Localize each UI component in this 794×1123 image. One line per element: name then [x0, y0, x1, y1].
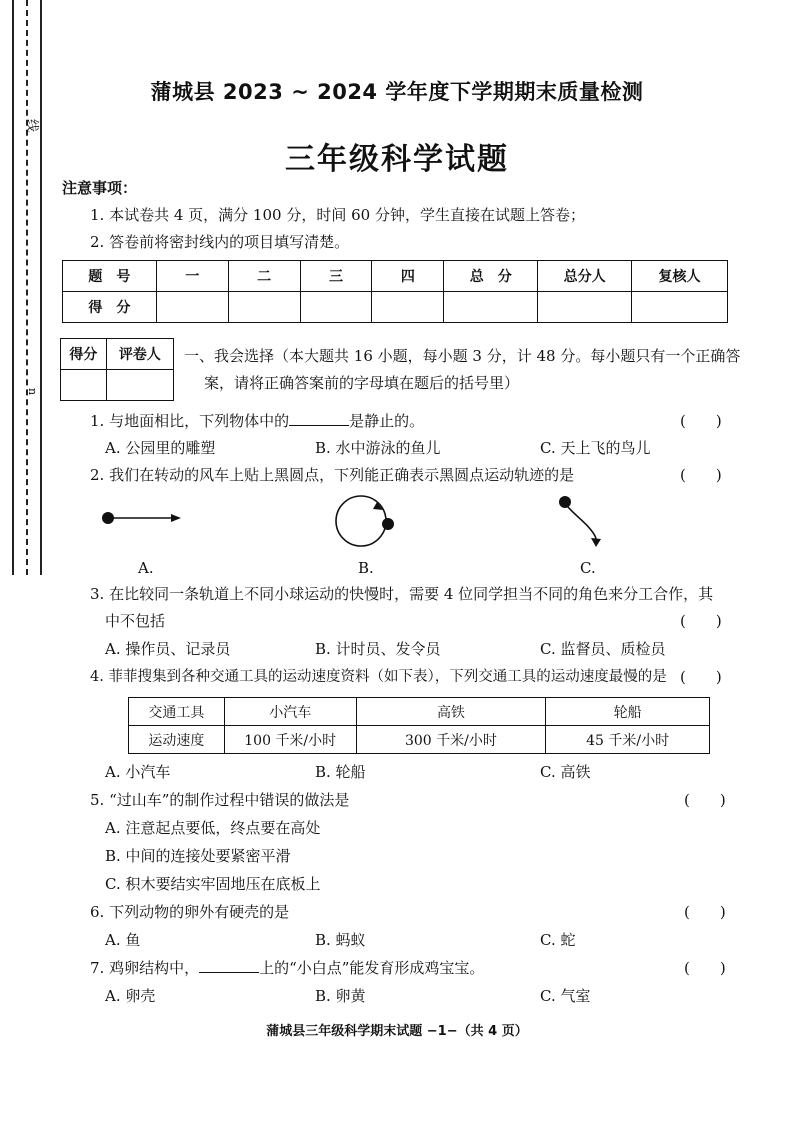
gutter-mark: n	[26, 387, 40, 396]
question-7-blank[interactable]	[199, 958, 259, 973]
notice-heading: 注意事项：	[62, 179, 138, 197]
question-3-option-c: C. 监督员、质检员	[540, 640, 666, 658]
question-4-option-a: A. 小汽车	[105, 763, 171, 781]
question-6: 6. 下列动物的卵外有硬壳的是	[90, 903, 290, 921]
speed-table-row-label: 运动速度	[129, 726, 225, 754]
section1-intro-line2: 案，请将正确答案前的字母填在题后的括号里）	[204, 374, 520, 392]
question-5-option-b: B. 中间的连接处要紧密平滑	[105, 847, 291, 865]
score-row-label: 得 分	[63, 292, 157, 323]
speed-table-head-ship: 轮船	[546, 698, 710, 726]
question-2-option-b: B.	[358, 559, 374, 577]
score-header-reviewer: 复核人	[632, 261, 728, 292]
question-7	[90, 958, 484, 978]
gutter-char: 线	[24, 118, 40, 133]
score-cell	[228, 292, 300, 323]
speed-table-train-speed: 300 千米/小时	[356, 726, 546, 754]
question-2-option-c: C.	[580, 559, 596, 577]
question-5-option-a: A. 注意起点要低，终点要在高处	[105, 819, 321, 837]
question-7-post: 上的“小白点”能发育形成鸡宝宝。	[259, 959, 485, 977]
question-1-option-a: A. 公园里的雕塑	[105, 439, 216, 457]
grader-score-cell	[61, 370, 107, 401]
question-1-pre: 1. 与地面相比，下列物体中的	[90, 412, 290, 430]
page-footer: 蒲城县三年级科学期末试题 −1−（共 4 页）	[266, 1024, 528, 1039]
question-2-option-a: A.	[138, 559, 154, 577]
score-cell	[372, 292, 444, 323]
question-3-line2: 中不包括	[105, 612, 166, 630]
score-header-total: 总 分	[444, 261, 538, 292]
question-5: 5. “过山车”的制作过程中错误的做法是	[90, 791, 350, 809]
score-header-label: 题 号	[63, 261, 157, 292]
score-header-1: 一	[156, 261, 228, 292]
question-1-option-b: B. 水中游泳的鱼儿	[315, 439, 441, 457]
grader-box	[60, 338, 174, 401]
grader-name-label: 评卷人	[106, 339, 173, 370]
score-cell	[156, 292, 228, 323]
question-1-blank[interactable]	[289, 411, 349, 426]
question-2: 2. 我们在转动的风车上贴上黑圆点，下列能正确表示黑圆点运动轨迹的是	[90, 466, 575, 484]
speed-table-head-car: 小汽车	[224, 698, 356, 726]
question-3-option-b: B. 计时员、发令员	[315, 640, 441, 658]
score-cell	[538, 292, 632, 323]
score-header-4: 四	[372, 261, 444, 292]
question-2-answer-paren[interactable]: ( )	[680, 466, 722, 484]
question-6-answer-paren[interactable]: ( )	[684, 903, 726, 921]
question-1-post: 是静止的。	[349, 412, 425, 430]
question-7-option-a: A. 卵壳	[105, 987, 156, 1005]
question-5-option-c: C. 积木要结实牢固地压在底板上	[105, 875, 321, 893]
question-4-option-c: C. 高铁	[540, 763, 591, 781]
question-4-option-b: B. 轮船	[315, 763, 366, 781]
question-7-option-b: B. 卵黄	[315, 987, 366, 1005]
question-6-option-b: B. 蚂蚁	[315, 931, 366, 949]
speed-table-car-speed: 100 千米/小时	[224, 726, 356, 754]
question-5-answer-paren[interactable]: ( )	[684, 791, 726, 809]
question-4: 4. 菲菲搜集到各种交通工具的运动速度资料（如下表），下列交通工具的运动速度最慢的是	[90, 669, 667, 685]
grader-name-cell	[106, 370, 173, 401]
question-1-answer-paren[interactable]: ( )	[680, 412, 722, 430]
speed-table	[128, 697, 710, 754]
score-cell	[444, 292, 538, 323]
trajectory-a-diagram	[95, 500, 190, 536]
trajectory-b-diagram	[327, 490, 403, 552]
exam-title: 蒲城县 2023 ~ 2024 学年度下学期期末质量检测	[150, 80, 644, 104]
score-cell	[300, 292, 372, 323]
grader-score-label: 得分	[61, 339, 107, 370]
question-3-answer-paren[interactable]: ( )	[680, 612, 722, 630]
question-1	[90, 411, 424, 431]
notice-item-2: 2. 答卷前将密封线内的项目填写清楚。	[90, 233, 350, 251]
exam-subtitle: 三年级科学试题	[285, 142, 509, 177]
question-3-option-a: A. 操作员、记录员	[105, 640, 231, 658]
question-6-option-a: A. 鱼	[105, 931, 141, 949]
question-7-option-c: C. 气室	[540, 987, 591, 1005]
score-table	[62, 260, 728, 323]
trajectory-c-diagram	[555, 492, 615, 550]
speed-table-ship-speed: 45 千米/小时	[546, 726, 710, 754]
question-6-option-c: C. 蛇	[540, 931, 576, 949]
notice-item-1: 1. 本试卷共 4 页，满分 100 分，时间 60 分钟，学生直接在试题上答卷；	[90, 206, 585, 224]
score-cell	[632, 292, 728, 323]
speed-table-head-train: 高铁	[356, 698, 546, 726]
question-1-option-c: C. 天上飞的鸟儿	[540, 439, 651, 457]
speed-table-head-vehicle: 交通工具	[129, 698, 225, 726]
question-4-answer-paren[interactable]: ( )	[680, 668, 722, 686]
question-3-line1: 3. 在比较同一条轨道上不同小球运动的快慢时，需要 4 位同学担当不同的角色来分工合作，其	[90, 585, 714, 603]
score-header-2: 二	[228, 261, 300, 292]
score-header-totaler: 总分人	[538, 261, 632, 292]
question-7-pre: 7. 鸡卵结构中，	[90, 959, 200, 977]
score-header-3: 三	[300, 261, 372, 292]
question-7-answer-paren[interactable]: ( )	[684, 959, 726, 977]
section1-intro-line1: 一、我会选择（本大题共 16 小题，每小题 3 分，计 48 分。每小题只有一个正确答	[184, 347, 741, 365]
